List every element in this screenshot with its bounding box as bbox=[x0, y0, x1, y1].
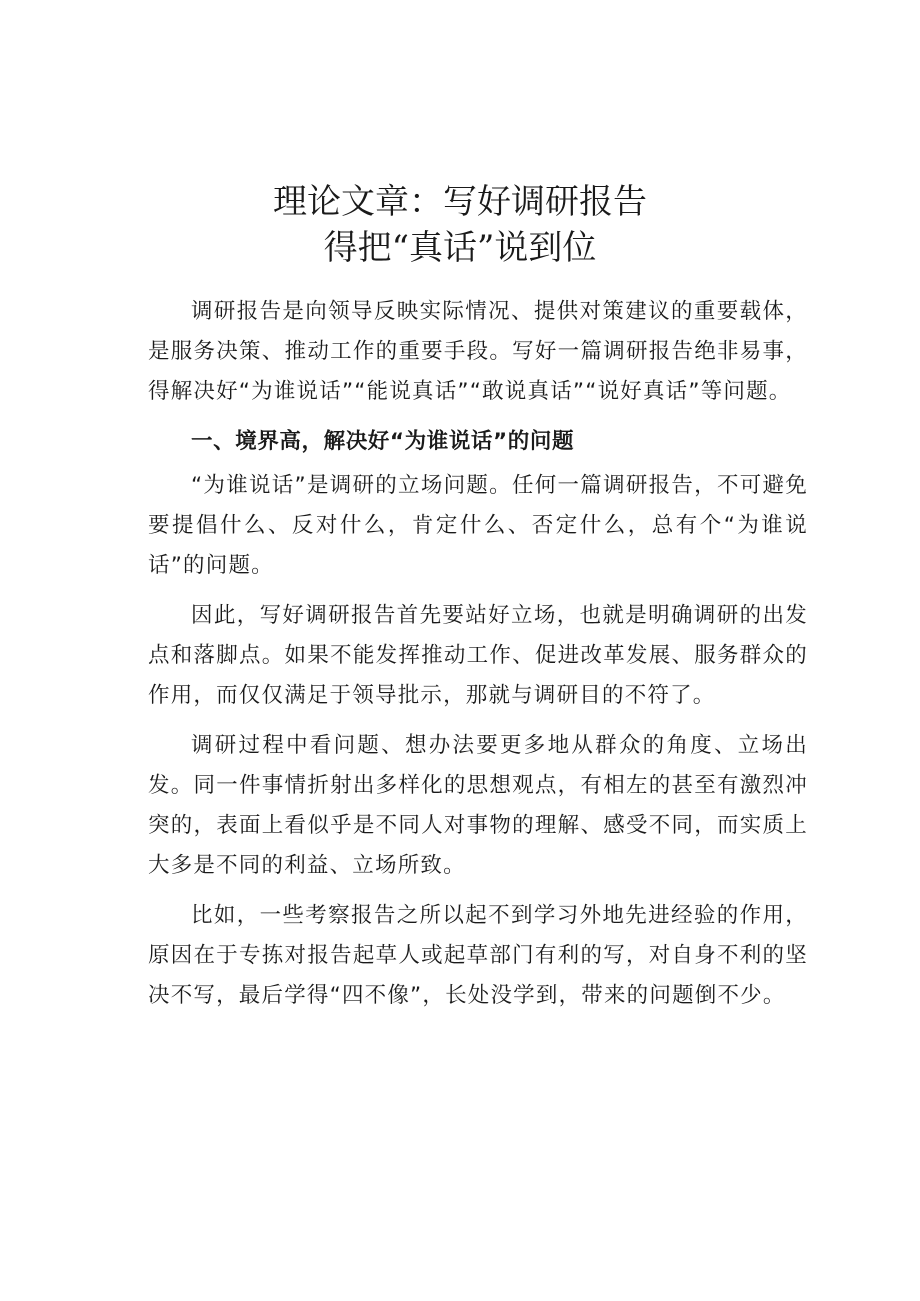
title-line-1: 理论文章：写好调研报告 bbox=[273, 181, 647, 222]
section-heading-1: 一、境界高，解决好“为谁说话”的问题 bbox=[191, 429, 575, 454]
document-body bbox=[148, 292, 808, 1026]
title-line-2: 得把“真话”说到位 bbox=[323, 227, 597, 268]
body-paragraph-4: 比如，一些考察报告之所以起不到学习外地先进经验的作用，原因在于专拣对报告起草人或起草部门有利的写，对自身不利的坚决不写，最后学得“四不像”，长处没学到，带来的问题倒不少。 bbox=[148, 903, 808, 1008]
body-paragraph-3: 调研过程中看问题、想办法要更多地从群众的角度、立场出发。同一件事情折射出多样化的思想观点，有相左的甚至有激烈冲突的，表面上看似乎是不同人对事物的理解、感受不同，而实质上大多是不同的利益、立场所致。 bbox=[148, 733, 808, 878]
intro-paragraph: 调研报告是向领导反映实际情况、提供对策建议的重要载体，是服务决策、推动工作的重要手段。写好一篇调研报告绝非易事，得解决好“为谁说话”“能说真话”“敢说真话”“说好真话”等问题。 bbox=[148, 299, 808, 404]
body-paragraph-1: “为谁说话”是调研的立场问题。任何一篇调研报告，不可避免要提倡什么、反对什么，肯定什么、否定什么，总有个“为谁说话”的问题。 bbox=[148, 473, 808, 578]
body-paragraph-2: 因此，写好调研报告首先要站好立场，也就是明确调研的出发点和落脚点。如果不能发挥推动工作、促进改革发展、服务群众的作用，而仅仅满足于领导批示，那就与调研目的不符了。 bbox=[148, 603, 808, 708]
document-title bbox=[0, 179, 920, 271]
